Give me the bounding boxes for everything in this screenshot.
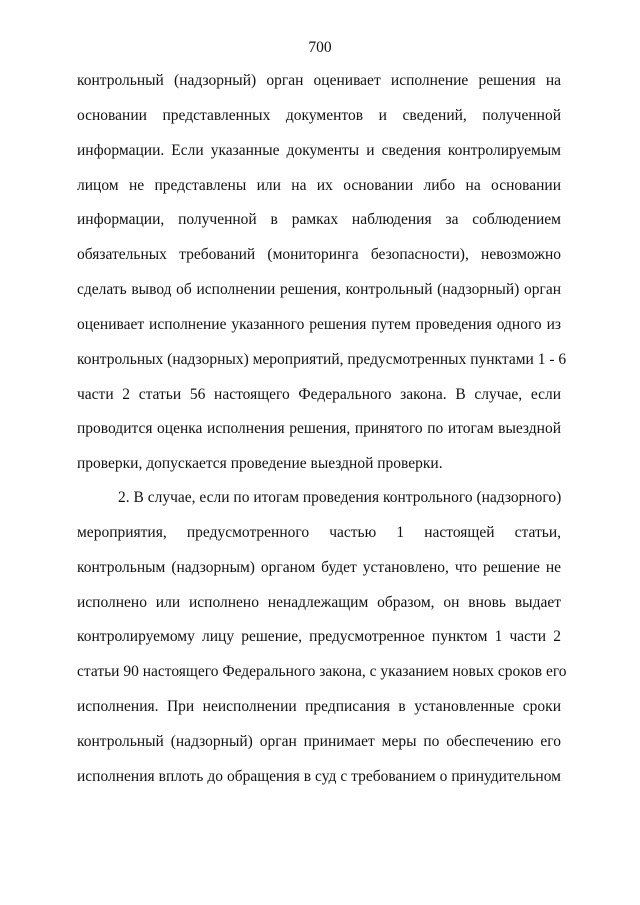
text-line: сделать вывод об исполнении решения, контрольный (надзорный) орган bbox=[77, 281, 561, 299]
paragraph-item-2 bbox=[77, 481, 567, 795]
text-line: контрольный (надзорный) орган принимает меры по обеспечению его bbox=[77, 732, 561, 750]
paragraph-continued bbox=[77, 64, 567, 482]
text-line: контрольный (надзорный) орган оценивает исполнение решения на bbox=[77, 72, 561, 89]
text-line: части 2 статьи 56 настоящего Федерального закона. В случае, если bbox=[77, 385, 561, 403]
text-line: мероприятия, предусмотренного частью 1 настоящей статьи, bbox=[77, 523, 561, 541]
text-line: контролируемому лицу решение, предусмотренное пунктом 1 части 2 bbox=[77, 628, 561, 646]
text-line: информации, полученной в рамках наблюдения за соблюдением bbox=[77, 211, 561, 229]
text-line: контрольных (надзорных) мероприятий, предусмотренных пунктами 1 - 6 bbox=[77, 350, 567, 368]
page-number: 700 bbox=[308, 39, 332, 56]
text-line: исполнения вплоть до обращения в суд с требованием о принудительном bbox=[77, 767, 561, 785]
text-line: проводится оценка исполнения решения, принятого по итогам выездной bbox=[77, 420, 561, 438]
text-line: лицом не представлены или на их основании либо на основании bbox=[77, 176, 561, 194]
text-line: исполнения. При неисполнении предписания в установленные сроки bbox=[77, 698, 561, 716]
text-line: основании представленных документов и сведений, полученной bbox=[77, 106, 561, 124]
text-line: оценивает исполнение указанного решения путем проведения одного из bbox=[77, 315, 561, 333]
text-line: проверки, допускается проведение выездной проверки. bbox=[77, 455, 443, 473]
text-line: информации. Если указанные документы и сведения контролируемым bbox=[77, 141, 561, 159]
text-line: контрольным (надзорным) органом будет установлено, что решение не bbox=[77, 558, 561, 576]
text-line: 2. В случае, если по итогам проведения контрольного (надзорного) bbox=[118, 489, 562, 506]
text-line: исполнено или исполнено ненадлежащим образом, он вновь выдает bbox=[77, 593, 561, 611]
text-line: статьи 90 настоящего Федерального закона, с указанием новых сроков его bbox=[77, 663, 567, 681]
text-line: обязательных требований (мониторинга безопасности), невозможно bbox=[77, 246, 561, 264]
